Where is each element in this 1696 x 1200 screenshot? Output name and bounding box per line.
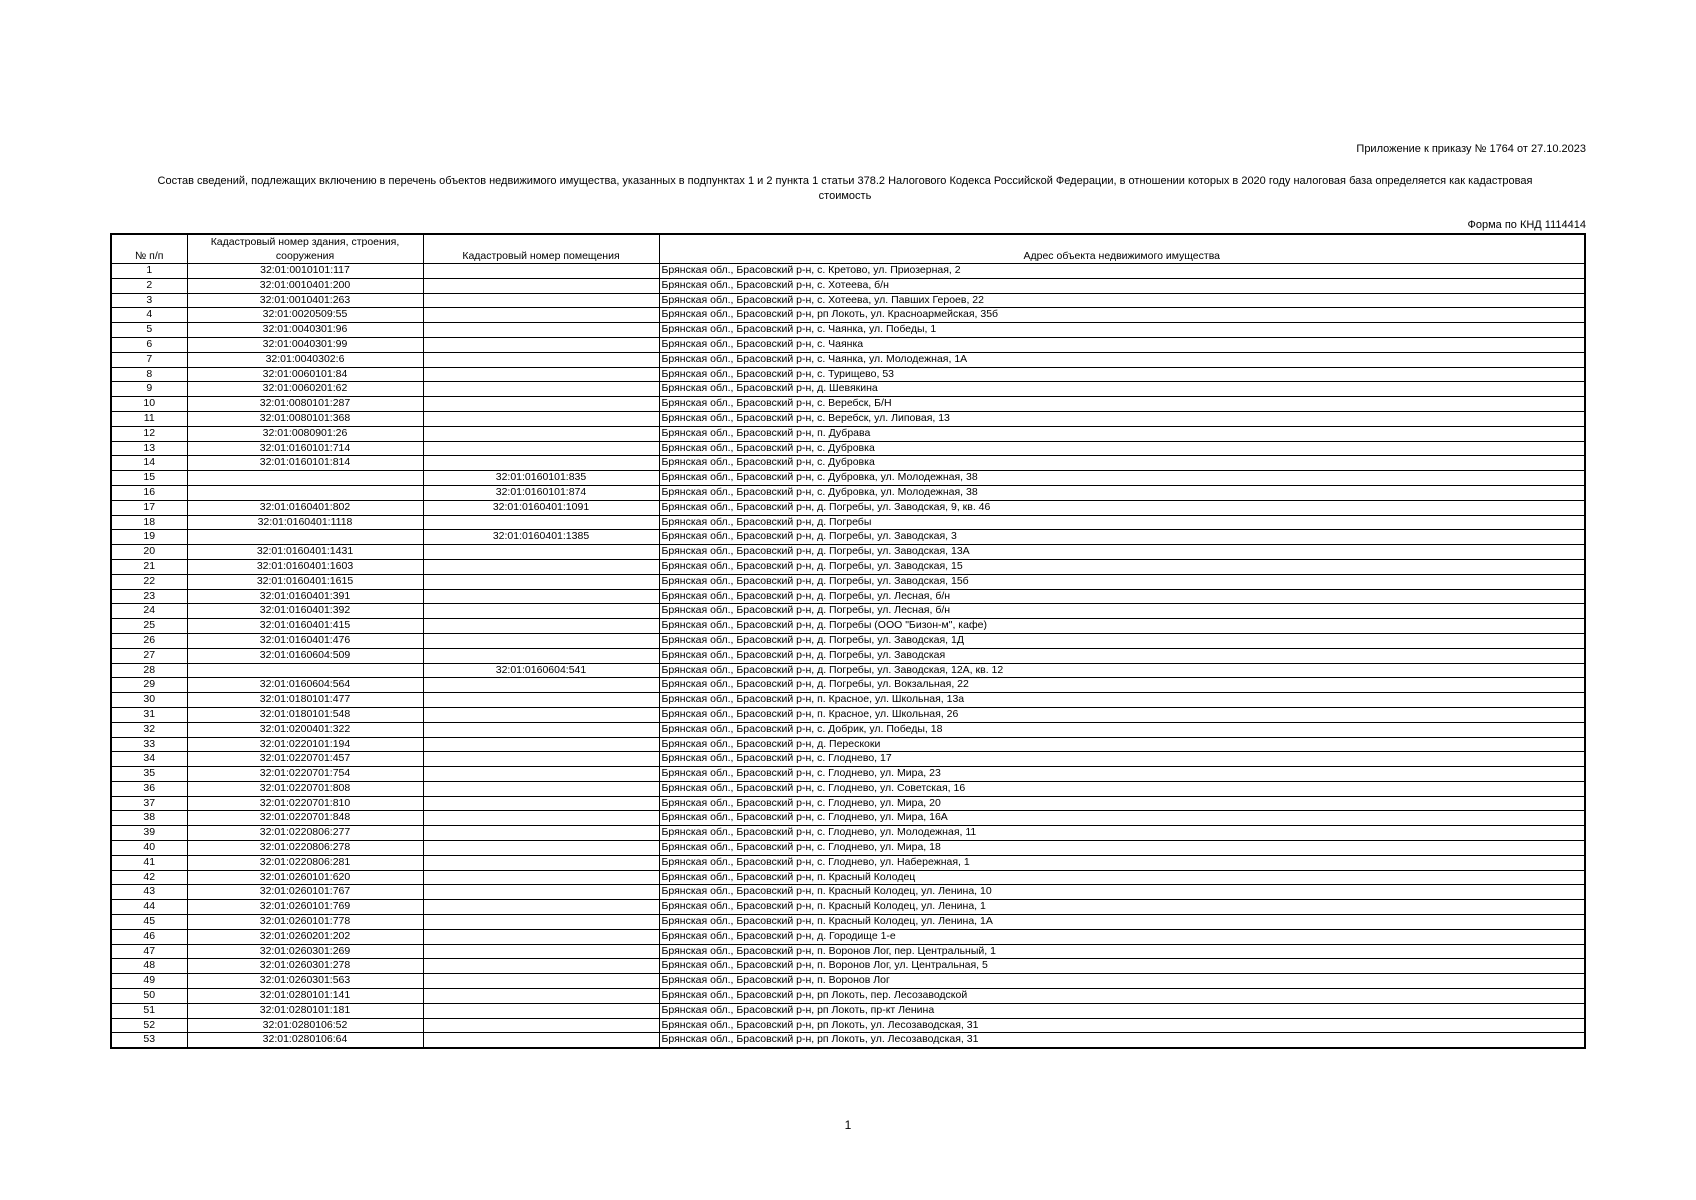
building-cadastral-number — [187, 663, 423, 678]
table-row — [111, 900, 1585, 915]
table-row — [111, 663, 1585, 678]
property-address: Брянская обл., Брасовский р-н, с. Дубровка — [659, 441, 1585, 456]
table-row — [111, 574, 1585, 589]
property-address: Брянская обл., Брасовский р-н, с. Дубровка, ул. Молодежная, 38 — [659, 471, 1585, 486]
row-number: 18 — [111, 515, 187, 530]
table-row — [111, 293, 1585, 308]
building-cadastral-number: 32:01:0260301:269 — [187, 944, 423, 959]
room-cadastral-number — [423, 1003, 659, 1018]
building-cadastral-number: 32:01:0080901:26 — [187, 426, 423, 441]
property-address: Брянская обл., Брасовский р-н, д. Погребы, ул. Вокзальная, 22 — [659, 678, 1585, 693]
row-number: 22 — [111, 574, 187, 589]
row-number: 32 — [111, 722, 187, 737]
table-row — [111, 308, 1585, 323]
row-number: 40 — [111, 841, 187, 856]
room-cadastral-number — [423, 781, 659, 796]
table-row — [111, 515, 1585, 530]
table-row — [111, 870, 1585, 885]
table-row — [111, 648, 1585, 663]
building-cadastral-number: 32:01:0040302:6 — [187, 352, 423, 367]
room-cadastral-number — [423, 870, 659, 885]
room-cadastral-number — [423, 323, 659, 338]
table-row — [111, 737, 1585, 752]
table-row — [111, 323, 1585, 338]
building-cadastral-number — [187, 471, 423, 486]
building-cadastral-number: 32:01:0160604:564 — [187, 678, 423, 693]
room-cadastral-number — [423, 633, 659, 648]
table-row — [111, 885, 1585, 900]
building-cadastral-number: 32:01:0260201:202 — [187, 929, 423, 944]
room-cadastral-number — [423, 707, 659, 722]
room-cadastral-number: 32:01:0160101:874 — [423, 485, 659, 500]
row-number: 17 — [111, 500, 187, 515]
property-address: Брянская обл., Брасовский р-н, д. Погребы, ул. Лесная, б/н — [659, 604, 1585, 619]
row-number: 34 — [111, 752, 187, 767]
room-cadastral-number — [423, 693, 659, 708]
room-cadastral-number: 32:01:0160101:835 — [423, 471, 659, 486]
property-address: Брянская обл., Брасовский р-н, п. Красный Колодец, ул. Ленина, 1 — [659, 900, 1585, 915]
row-number: 44 — [111, 900, 187, 915]
room-cadastral-number: 32:01:0160401:1385 — [423, 530, 659, 545]
table-row — [111, 781, 1585, 796]
building-cadastral-number: 32:01:0010101:117 — [187, 264, 423, 279]
table-row — [111, 1033, 1585, 1048]
property-address: Брянская обл., Брасовский р-н, п. Воронов Лог — [659, 974, 1585, 989]
table-body — [111, 264, 1585, 1049]
building-cadastral-number: 32:01:0160101:714 — [187, 441, 423, 456]
table-row — [111, 604, 1585, 619]
building-cadastral-number: 32:01:0260101:620 — [187, 870, 423, 885]
row-number: 16 — [111, 485, 187, 500]
building-cadastral-number: 32:01:0080101:287 — [187, 397, 423, 412]
room-cadastral-number — [423, 929, 659, 944]
building-cadastral-number: 32:01:0220701:810 — [187, 796, 423, 811]
room-cadastral-number — [423, 811, 659, 826]
building-cadastral-number: 32:01:0060101:84 — [187, 367, 423, 382]
room-cadastral-number — [423, 974, 659, 989]
property-address: Брянская обл., Брасовский р-н, п. Красное, ул. Школьная, 26 — [659, 707, 1585, 722]
row-number: 43 — [111, 885, 187, 900]
document-title: Состав сведений, подлежащих включению в перечень объектов недвижимого имущества, указанных в подпунктах 1 и 2 пункта 1 статьи 378.2 Налогового Кодекса Российской Федерации, в отношении которых в 2020 году налоговая база определяется как кадастровая стоимость — [157, 175, 1533, 202]
row-number: 37 — [111, 796, 187, 811]
row-number: 21 — [111, 559, 187, 574]
room-cadastral-number — [423, 441, 659, 456]
table-row — [111, 411, 1585, 426]
room-cadastral-number — [423, 382, 659, 397]
property-address: Брянская обл., Брасовский р-н, п. Дубрава — [659, 426, 1585, 441]
row-number: 14 — [111, 456, 187, 471]
building-cadastral-number: 32:01:0220806:281 — [187, 855, 423, 870]
property-address: Брянская обл., Брасовский р-н, п. Красный Колодец, ул. Ленина, 10 — [659, 885, 1585, 900]
property-address: Брянская обл., Брасовский р-н, д. Погребы, ул. Заводская — [659, 648, 1585, 663]
building-cadastral-number: 32:01:0180101:477 — [187, 693, 423, 708]
property-address: Брянская обл., Брасовский р-н, п. Воронов Лог, ул. Центральная, 5 — [659, 959, 1585, 974]
property-address: Брянская обл., Брасовский р-н, п. Красное, ул. Школьная, 13а — [659, 693, 1585, 708]
property-address: Брянская обл., Брасовский р-н, д. Погребы (ООО "Бизон-м", кафе) — [659, 619, 1585, 634]
row-number: 10 — [111, 397, 187, 412]
column-header-building-cadastral: Кадастровый номер здания, строения, сооружения — [187, 234, 423, 264]
room-cadastral-number — [423, 989, 659, 1004]
property-address: Брянская обл., Брасовский р-н, д. Погребы, ул. Заводская, 15б — [659, 574, 1585, 589]
row-number: 47 — [111, 944, 187, 959]
table-row — [111, 855, 1585, 870]
building-cadastral-number: 32:01:0220101:194 — [187, 737, 423, 752]
table-row — [111, 944, 1585, 959]
property-address: Брянская обл., Брасовский р-н, с. Глоднево, 17 — [659, 752, 1585, 767]
row-number: 39 — [111, 826, 187, 841]
property-address: Брянская обл., Брасовский р-н, с. Веребск, ул. Липовая, 13 — [659, 411, 1585, 426]
table-row — [111, 707, 1585, 722]
room-cadastral-number — [423, 589, 659, 604]
table-row — [111, 530, 1585, 545]
column-header-number: № п/п — [111, 234, 187, 264]
table-row — [111, 974, 1585, 989]
building-cadastral-number: 32:01:0160401:1615 — [187, 574, 423, 589]
table-row — [111, 1018, 1585, 1033]
table-row — [111, 989, 1585, 1004]
room-cadastral-number — [423, 915, 659, 930]
row-number: 24 — [111, 604, 187, 619]
building-cadastral-number: 32:01:0260101:767 — [187, 885, 423, 900]
room-cadastral-number — [423, 678, 659, 693]
building-cadastral-number: 32:01:0220701:457 — [187, 752, 423, 767]
row-number: 11 — [111, 411, 187, 426]
table-row — [111, 722, 1585, 737]
row-number: 26 — [111, 633, 187, 648]
row-number: 25 — [111, 619, 187, 634]
building-cadastral-number: 32:01:0220806:278 — [187, 841, 423, 856]
building-cadastral-number: 32:01:0020509:55 — [187, 308, 423, 323]
property-address: Брянская обл., Брасовский р-н, с. Добрик, ул. Победы, 18 — [659, 722, 1585, 737]
property-address: Брянская обл., Брасовский р-н, д. Городище 1-е — [659, 929, 1585, 944]
room-cadastral-number — [423, 397, 659, 412]
table-row — [111, 278, 1585, 293]
property-address: Брянская обл., Брасовский р-н, с. Хотеева, б/н — [659, 278, 1585, 293]
property-address: Брянская обл., Брасовский р-н, с. Веребск, Б/Н — [659, 397, 1585, 412]
building-cadastral-number: 32:01:0280106:52 — [187, 1018, 423, 1033]
property-address: Брянская обл., Брасовский р-н, д. Погребы, ул. Лесная, б/н — [659, 589, 1585, 604]
building-cadastral-number: 32:01:0160401:476 — [187, 633, 423, 648]
room-cadastral-number — [423, 900, 659, 915]
room-cadastral-number — [423, 737, 659, 752]
property-address: Брянская обл., Брасовский р-н, рп Локоть, ул. Лесозаводская, 31 — [659, 1033, 1585, 1048]
room-cadastral-number — [423, 722, 659, 737]
room-cadastral-number — [423, 841, 659, 856]
room-cadastral-number — [423, 278, 659, 293]
row-number: 50 — [111, 989, 187, 1004]
table-row — [111, 767, 1585, 782]
row-number: 5 — [111, 323, 187, 338]
row-number: 30 — [111, 693, 187, 708]
room-cadastral-number — [423, 559, 659, 574]
property-address: Брянская обл., Брасовский р-н, с. Кретово, ул. Приозерная, 2 — [659, 264, 1585, 279]
table-row — [111, 811, 1585, 826]
building-cadastral-number: 32:01:0280106:64 — [187, 1033, 423, 1048]
room-cadastral-number — [423, 885, 659, 900]
property-address: Брянская обл., Брасовский р-н, с. Глоднево, ул. Советская, 16 — [659, 781, 1585, 796]
table-row — [111, 441, 1585, 456]
column-header-address: Адрес объекта недвижимого имущества — [659, 234, 1585, 264]
row-number: 1 — [111, 264, 187, 279]
table-row — [111, 633, 1585, 648]
table-row — [111, 929, 1585, 944]
room-cadastral-number — [423, 456, 659, 471]
row-number: 7 — [111, 352, 187, 367]
room-cadastral-number — [423, 337, 659, 352]
building-cadastral-number: 32:01:0180101:548 — [187, 707, 423, 722]
building-cadastral-number: 32:01:0010401:263 — [187, 293, 423, 308]
building-cadastral-number: 32:01:0160401:802 — [187, 500, 423, 515]
table-row — [111, 841, 1585, 856]
table-header-row — [111, 234, 1585, 264]
room-cadastral-number — [423, 545, 659, 560]
room-cadastral-number — [423, 426, 659, 441]
row-number: 46 — [111, 929, 187, 944]
row-number: 51 — [111, 1003, 187, 1018]
building-cadastral-number: 32:01:0160401:415 — [187, 619, 423, 634]
row-number: 6 — [111, 337, 187, 352]
building-cadastral-number: 32:01:0060201:62 — [187, 382, 423, 397]
building-cadastral-number: 32:01:0260301:563 — [187, 974, 423, 989]
building-cadastral-number: 32:01:0200401:322 — [187, 722, 423, 737]
row-number: 52 — [111, 1018, 187, 1033]
building-cadastral-number — [187, 485, 423, 500]
building-cadastral-number: 32:01:0260101:778 — [187, 915, 423, 930]
row-number: 4 — [111, 308, 187, 323]
table-row — [111, 382, 1585, 397]
property-address: Брянская обл., Брасовский р-н, с. Глоднево, ул. Молодежная, 11 — [659, 826, 1585, 841]
room-cadastral-number — [423, 826, 659, 841]
row-number: 45 — [111, 915, 187, 930]
room-cadastral-number — [423, 1033, 659, 1048]
table-row — [111, 471, 1585, 486]
row-number: 19 — [111, 530, 187, 545]
table-row — [111, 485, 1585, 500]
table-row — [111, 678, 1585, 693]
table-row — [111, 915, 1585, 930]
building-cadastral-number: 32:01:0160401:1603 — [187, 559, 423, 574]
property-address: Брянская обл., Брасовский р-н, с. Турищево, 53 — [659, 367, 1585, 382]
room-cadastral-number — [423, 264, 659, 279]
annex-reference: Приложение к приказу № 1764 от 27.10.2023 — [1356, 143, 1586, 155]
building-cadastral-number: 32:01:0220701:808 — [187, 781, 423, 796]
building-cadastral-number: 32:01:0280101:141 — [187, 989, 423, 1004]
property-address: Брянская обл., Брасовский р-н, с. Глоднево, ул. Мира, 16А — [659, 811, 1585, 826]
row-number: 29 — [111, 678, 187, 693]
table-row — [111, 264, 1585, 279]
table-row — [111, 959, 1585, 974]
property-registry-table — [110, 233, 1586, 1049]
building-cadastral-number: 32:01:0260101:769 — [187, 900, 423, 915]
table-row — [111, 545, 1585, 560]
building-cadastral-number: 32:01:0160101:814 — [187, 456, 423, 471]
row-number: 49 — [111, 974, 187, 989]
building-cadastral-number — [187, 530, 423, 545]
row-number: 2 — [111, 278, 187, 293]
page-number: 1 — [844, 1118, 852, 1132]
row-number: 23 — [111, 589, 187, 604]
building-cadastral-number: 32:01:0160401:392 — [187, 604, 423, 619]
row-number: 38 — [111, 811, 187, 826]
property-address: Брянская обл., Брасовский р-н, с. Глоднево, ул. Мира, 23 — [659, 767, 1585, 782]
room-cadastral-number — [423, 752, 659, 767]
building-cadastral-number: 32:01:0160401:1118 — [187, 515, 423, 530]
building-cadastral-number: 32:01:0040301:99 — [187, 337, 423, 352]
table-row — [111, 826, 1585, 841]
property-address: Брянская обл., Брасовский р-н, рп Локоть, пер. Лесозаводской — [659, 989, 1585, 1004]
row-number: 28 — [111, 663, 187, 678]
property-address: Брянская обл., Брасовский р-н, рп Локоть, пр-кт Ленина — [659, 1003, 1585, 1018]
property-address: Брянская обл., Брасовский р-н, д. Погребы, ул. Заводская, 13А — [659, 545, 1585, 560]
property-address: Брянская обл., Брасовский р-н, с. Дубровка — [659, 456, 1585, 471]
form-code: Форма по КНД 1114414 — [1467, 219, 1586, 231]
table-row — [111, 589, 1585, 604]
room-cadastral-number — [423, 767, 659, 782]
table-row — [111, 1003, 1585, 1018]
room-cadastral-number — [423, 604, 659, 619]
building-cadastral-number: 32:01:0160604:509 — [187, 648, 423, 663]
row-number: 33 — [111, 737, 187, 752]
building-cadastral-number: 32:01:0260301:278 — [187, 959, 423, 974]
room-cadastral-number: 32:01:0160401:1091 — [423, 500, 659, 515]
room-cadastral-number — [423, 619, 659, 634]
room-cadastral-number — [423, 1018, 659, 1033]
property-address: Брянская обл., Брасовский р-н, п. Красный Колодец, ул. Ленина, 1А — [659, 915, 1585, 930]
table-row — [111, 752, 1585, 767]
property-address: Брянская обл., Брасовский р-н, с. Хотеева, ул. Павших Героев, 22 — [659, 293, 1585, 308]
property-address: Брянская обл., Брасовский р-н, с. Дубровка, ул. Молодежная, 38 — [659, 485, 1585, 500]
building-cadastral-number: 32:01:0010401:200 — [187, 278, 423, 293]
row-number: 12 — [111, 426, 187, 441]
building-cadastral-number: 32:01:0220701:848 — [187, 811, 423, 826]
table-row — [111, 456, 1585, 471]
property-address: Брянская обл., Брасовский р-н, рп Локоть, ул. Красноармейская, 35б — [659, 308, 1585, 323]
building-cadastral-number: 32:01:0160401:391 — [187, 589, 423, 604]
row-number: 36 — [111, 781, 187, 796]
property-address: Брянская обл., Брасовский р-н, д. Перескоки — [659, 737, 1585, 752]
property-address: Брянская обл., Брасовский р-н, с. Чаянка — [659, 337, 1585, 352]
room-cadastral-number: 32:01:0160604:541 — [423, 663, 659, 678]
table-row — [111, 500, 1585, 515]
row-number: 53 — [111, 1033, 187, 1048]
row-number: 3 — [111, 293, 187, 308]
property-address: Брянская обл., Брасовский р-н, с. Глоднево, ул. Набережная, 1 — [659, 855, 1585, 870]
row-number: 13 — [111, 441, 187, 456]
row-number: 41 — [111, 855, 187, 870]
property-address: Брянская обл., Брасовский р-н, с. Глоднево, ул. Мира, 18 — [659, 841, 1585, 856]
table-row — [111, 397, 1585, 412]
table-row — [111, 559, 1585, 574]
building-cadastral-number: 32:01:0220806:277 — [187, 826, 423, 841]
property-address: Брянская обл., Брасовский р-н, д. Погребы, ул. Заводская, 9, кв. 46 — [659, 500, 1585, 515]
row-number: 35 — [111, 767, 187, 782]
row-number: 42 — [111, 870, 187, 885]
room-cadastral-number — [423, 411, 659, 426]
table-row — [111, 337, 1585, 352]
room-cadastral-number — [423, 352, 659, 367]
building-cadastral-number: 32:01:0080101:368 — [187, 411, 423, 426]
property-address: Брянская обл., Брасовский р-н, д. Шевякина — [659, 382, 1585, 397]
room-cadastral-number — [423, 574, 659, 589]
room-cadastral-number — [423, 367, 659, 382]
property-address: Брянская обл., Брасовский р-н, п. Воронов Лог, пер. Центральный, 1 — [659, 944, 1585, 959]
table-row — [111, 796, 1585, 811]
room-cadastral-number — [423, 855, 659, 870]
room-cadastral-number — [423, 648, 659, 663]
row-number: 9 — [111, 382, 187, 397]
row-number: 8 — [111, 367, 187, 382]
property-address: Брянская обл., Брасовский р-н, п. Красный Колодец — [659, 870, 1585, 885]
table-row — [111, 693, 1585, 708]
room-cadastral-number — [423, 796, 659, 811]
table-row — [111, 352, 1585, 367]
row-number: 27 — [111, 648, 187, 663]
row-number: 31 — [111, 707, 187, 722]
row-number: 20 — [111, 545, 187, 560]
table-row — [111, 426, 1585, 441]
property-address: Брянская обл., Брасовский р-н, д. Погребы, ул. Заводская, 1Д — [659, 633, 1585, 648]
room-cadastral-number — [423, 959, 659, 974]
building-cadastral-number: 32:01:0220701:754 — [187, 767, 423, 782]
property-address: Брянская обл., Брасовский р-н, д. Погребы, ул. Заводская, 12А, кв. 12 — [659, 663, 1585, 678]
property-address: Брянская обл., Брасовский р-н, с. Чаянка, ул. Победы, 1 — [659, 323, 1585, 338]
property-address: Брянская обл., Брасовский р-н, с. Глоднево, ул. Мира, 20 — [659, 796, 1585, 811]
property-address: Брянская обл., Брасовский р-н, д. Погребы — [659, 515, 1585, 530]
room-cadastral-number — [423, 944, 659, 959]
property-address: Брянская обл., Брасовский р-н, д. Погребы, ул. Заводская, 15 — [659, 559, 1585, 574]
room-cadastral-number — [423, 515, 659, 530]
table-row — [111, 367, 1585, 382]
property-address: Брянская обл., Брасовский р-н, рп Локоть, ул. Лесозаводская, 31 — [659, 1018, 1585, 1033]
building-cadastral-number: 32:01:0280101:181 — [187, 1003, 423, 1018]
row-number: 15 — [111, 471, 187, 486]
property-address: Брянская обл., Брасовский р-н, д. Погребы, ул. Заводская, 3 — [659, 530, 1585, 545]
room-cadastral-number — [423, 293, 659, 308]
room-cadastral-number — [423, 308, 659, 323]
row-number: 48 — [111, 959, 187, 974]
property-address: Брянская обл., Брасовский р-н, с. Чаянка, ул. Молодежная, 1А — [659, 352, 1585, 367]
column-header-room-cadastral: Кадастровый номер помещения — [423, 234, 659, 264]
building-cadastral-number: 32:01:0040301:96 — [187, 323, 423, 338]
building-cadastral-number: 32:01:0160401:1431 — [187, 545, 423, 560]
table-row — [111, 619, 1585, 634]
